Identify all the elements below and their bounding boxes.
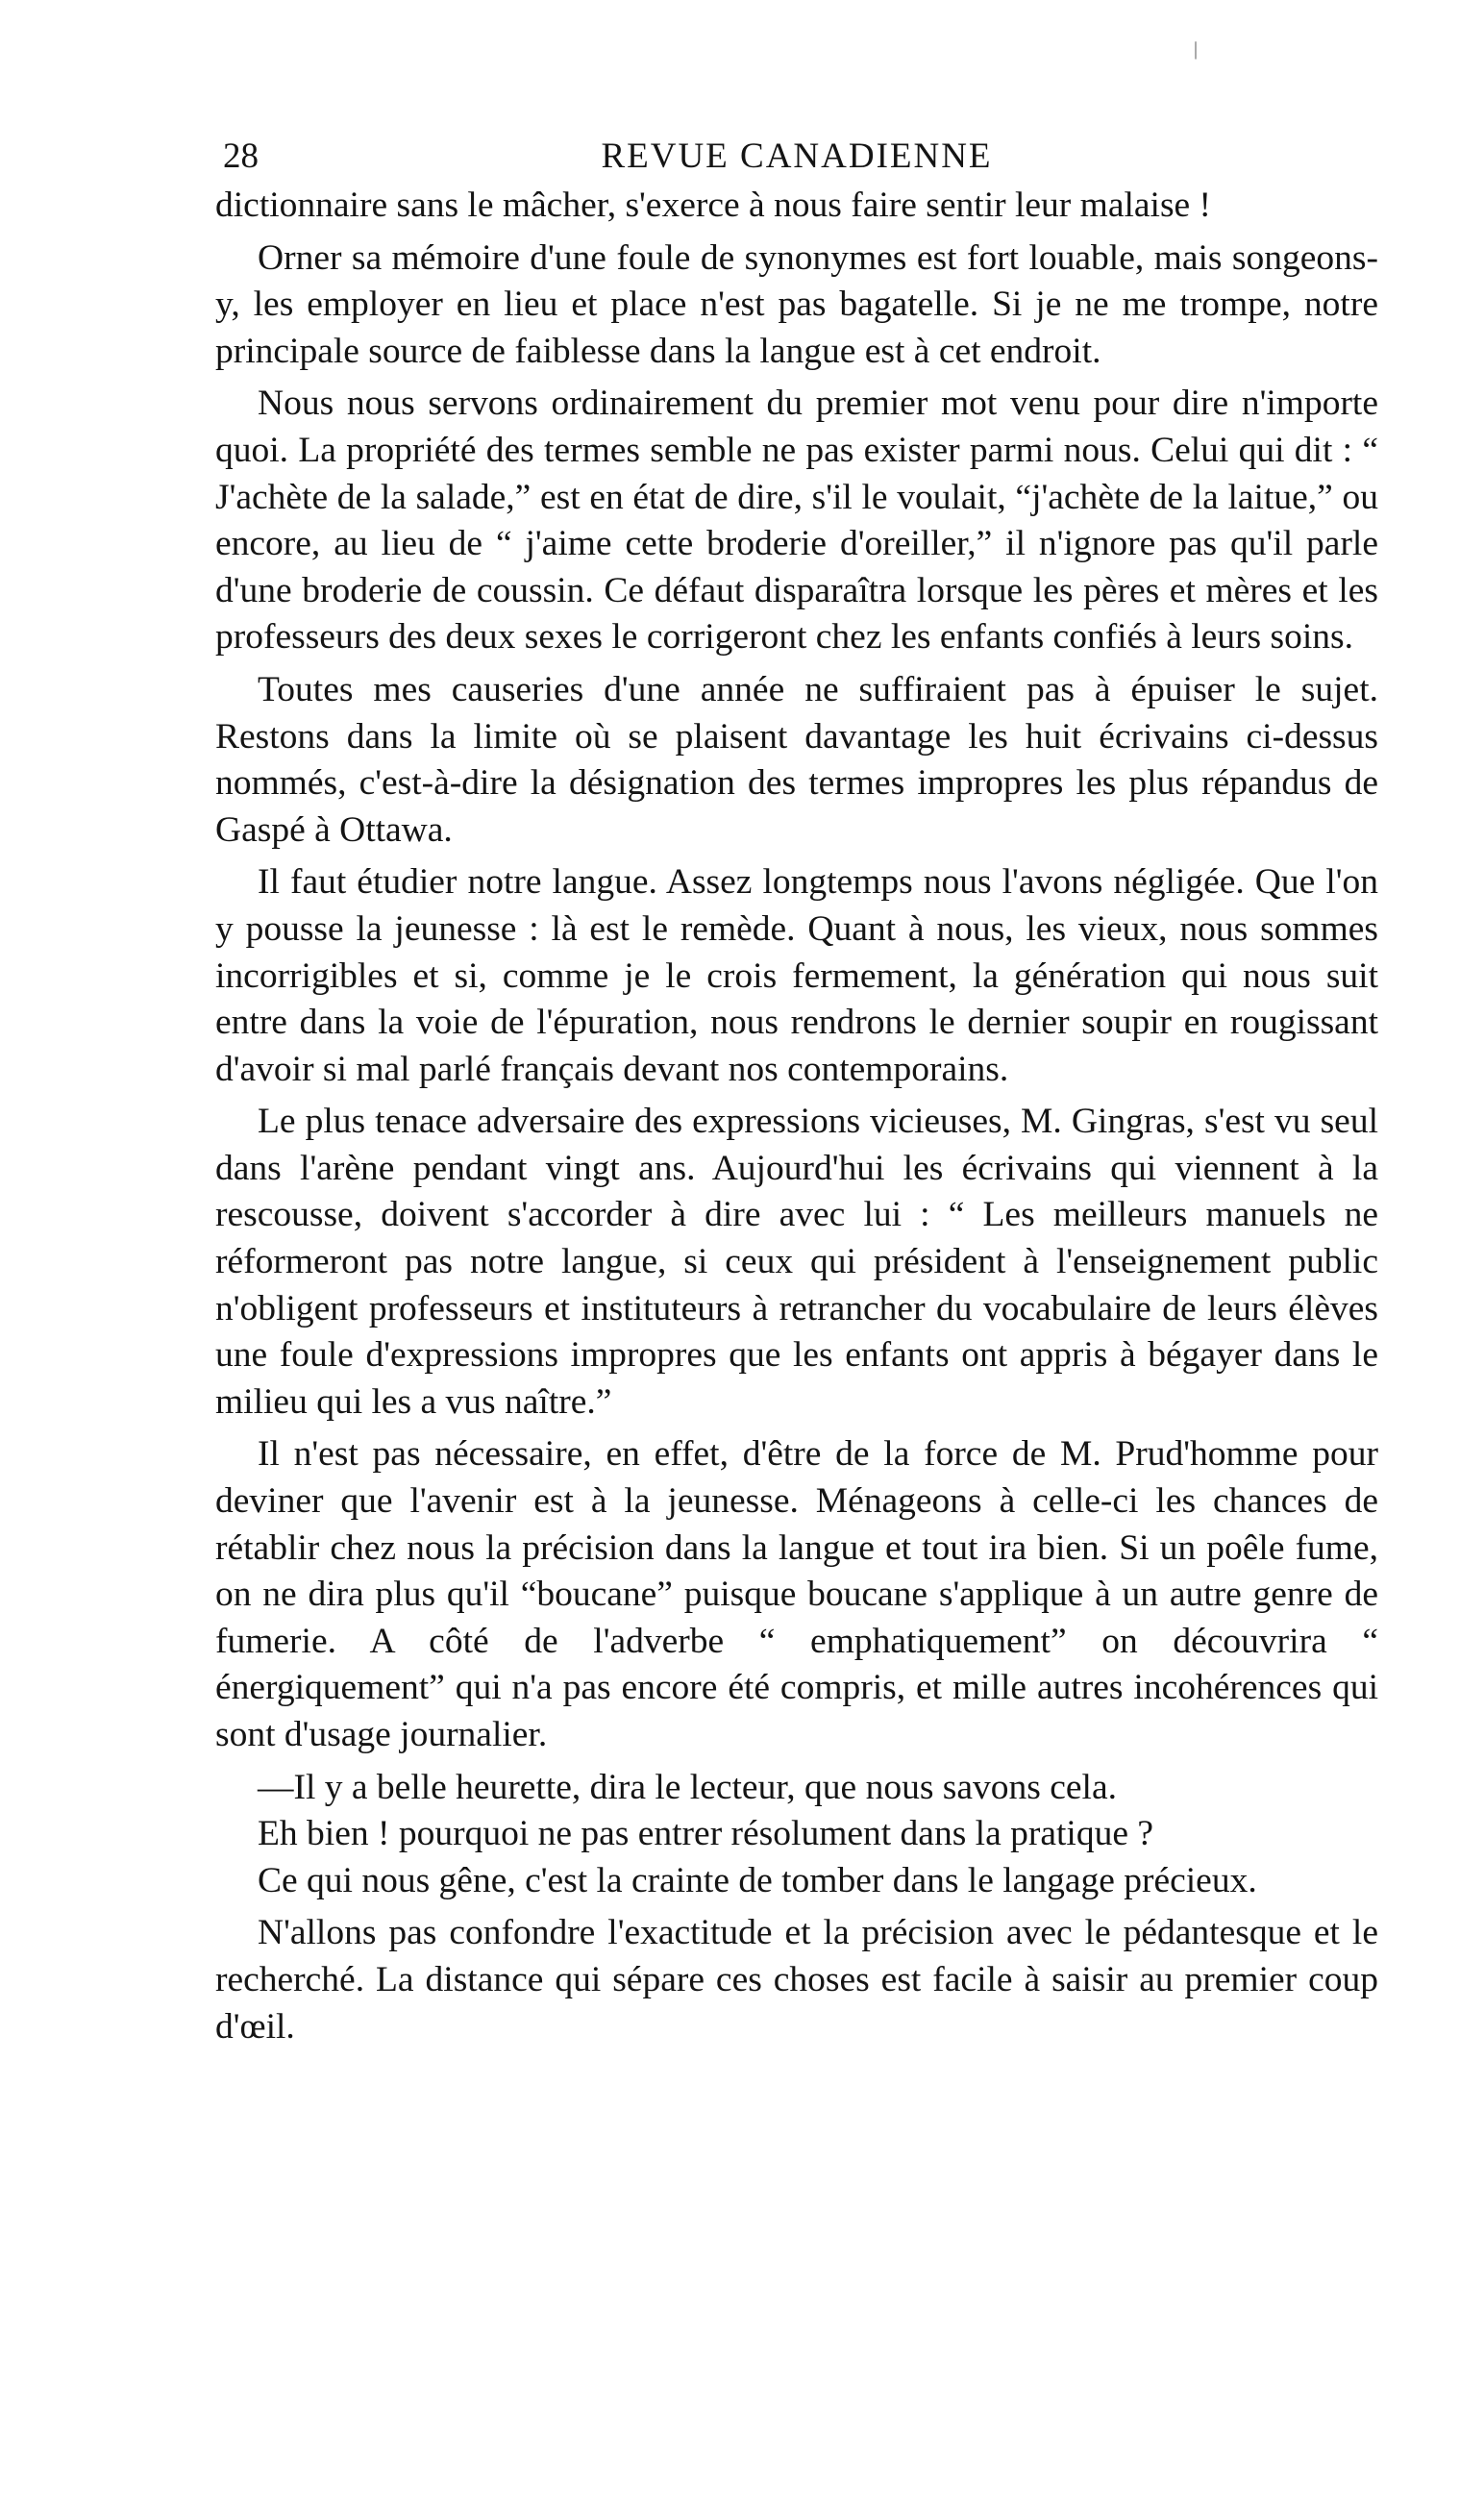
- body-text: [215, 183, 1378, 2050]
- margin-tick-mark: |: [1194, 38, 1199, 60]
- paragraph: Nous nous servons ordinairement du premier mot venu pour dire n'importe quoi. La propriété des termes semble ne pas exister parmi nous. Celui qui dit : “ J'achète de la salade,” est en état de dire, s'il le voulait, “j'achète de la laitue,” ou encore, au lieu de “ j'aime cette broderie d'oreiller,” il n'ignore pas qu'il parle d'une broderie de coussin. Ce défaut disparaîtra lorsque les pères et mères et les professeurs des deux sexes le corrigeront chez les enfants confiés à leurs soins.: [215, 384, 1378, 658]
- running-head: [215, 135, 1378, 179]
- dialogue-line: Eh bien ! pourquoi ne pas entrer résolument dans la pratique ?: [258, 1814, 1153, 1854]
- paragraph-final: N'allons pas confondre l'exactitude et la précision avec le pédantesque et le recherché. La distance qui sépare ces choses est facile à saisir au premier coup d'œil.: [215, 1913, 1378, 2047]
- journal-title: REVUE CANADIENNE: [601, 137, 993, 176]
- page-number: 28: [223, 137, 259, 176]
- paragraph: Orner sa mémoire d'une foule de synonymes est fort louable, mais songeons-y, les employer en lieu et place n'est pas bagatelle. Si je ne me trompe, notre principale source de faiblesse dans la langue est à cet endroit.: [215, 237, 1378, 371]
- paragraph: Le plus tenace adversaire des expressions vicieuses, M. Gingras, s'est vu seul dans l'arène pendant vingt ans. Aujourd'hui les écrivains qui viennent à la rescousse, doivent s'accorder à dire avec lui : “ Les meilleurs manuels ne réformeront pas notre langue, si ceux qui président à l'enseignement public n'obligent professeurs et instituteurs à retrancher du vocabulaire de leurs élèves une foule d'expressions impropres que les enfants ont appris à bégayer dans le milieu qui les a vus naître.”: [215, 1102, 1378, 1422]
- paragraph-continued: dictionnaire sans le mâcher, s'exerce à nous faire sentir leur malaise !: [215, 186, 1212, 225]
- paragraph: Toutes mes causeries d'une année ne suffiraient pas à épuiser le sujet. Restons dans la limite où se plaisent davantage les huit écrivains ci-dessus nommés, c'est-à-dire la désignation des termes impropres les plus répandus de Gaspé à Ottawa.: [215, 669, 1378, 850]
- dialogue-line: —Il y a belle heurette, dira le lecteur, que nous savons cela.: [258, 1767, 1117, 1807]
- paragraph: Il n'est pas nécessaire, en effet, d'être de la force de M. Prud'homme pour deviner que l'avenir est à la jeunesse. Ménageons à celle-ci les chances de rétablir chez nous la précision dans la langue et tout ira bien. Si un poêle fume, on ne dira plus qu'il “boucane” puisque boucane s'applique à un autre genre de fumerie. A côté de l'adverbe “ emphatiquement” on découvrira “ énergiquement” qui n'a pas encore été compris, et mille autres incohérences qui sont d'usage journalier.: [215, 1434, 1378, 1754]
- book-page: [215, 135, 1378, 2056]
- paragraph: Ce qui nous gêne, c'est la crainte de tomber dans le langage précieux.: [258, 1860, 1257, 1900]
- paragraph: Il faut étudier notre langue. Assez longtemps nous l'avons négligée. Que l'on y pousse la jeunesse : là est le remède. Quant à nous, les vieux, nous sommes incorrigibles et si, comme je le crois fermement, la génération qui nous suit entre dans la voie de l'épuration, nous rendrons le dernier soupir en rougissant d'avoir si mal parlé français devant nos contemporains.: [215, 862, 1378, 1089]
